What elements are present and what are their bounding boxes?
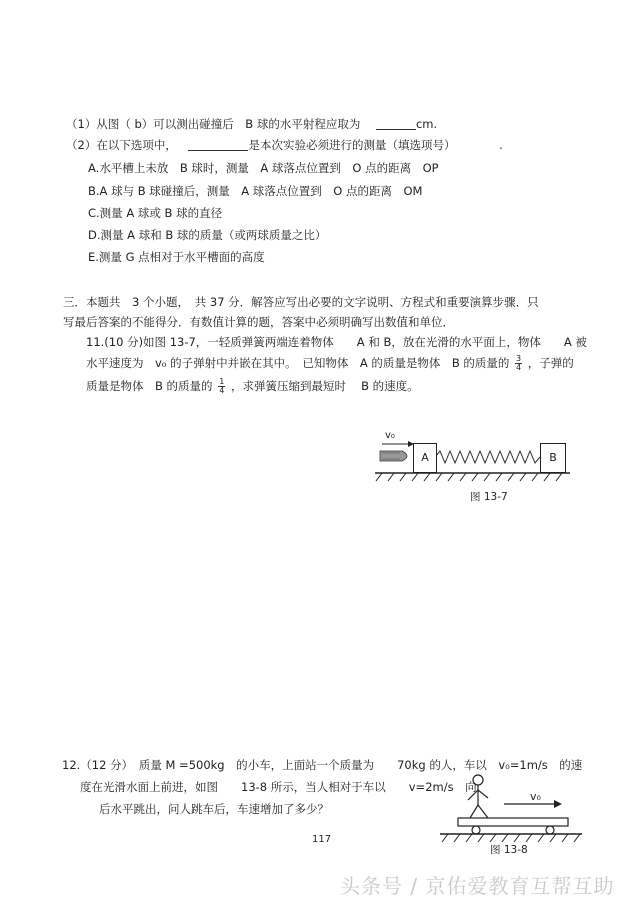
option-b: B.A 球与 B 球碰撞后，测量 A 球落点位置到 O 点的距离 OM: [88, 184, 423, 198]
q10-part1: [66, 116, 437, 132]
option-a: A.水平槽上未放 B 球时，测量 A 球落点位置到 O 点的距离 OP: [88, 161, 439, 175]
q11-line2-text-a: 水平速度为 v₀ 的子弹射中并嵌在其中。 已知物体 A 的质量是物体 B 的质量的: [86, 356, 510, 370]
option-c: C.测量 A 球或 B 球的直径: [88, 206, 223, 220]
fraction-one-quarter: [218, 378, 225, 395]
block-a: A: [413, 443, 437, 473]
fraction-denominator: 4: [516, 363, 522, 372]
q10-part2: [66, 137, 503, 153]
fig137-caption: 图 13-7: [470, 491, 508, 503]
watermark: 头条号 / 京佑爱教育互帮互助: [340, 874, 615, 898]
q12-line3: 后水平跳出，问人跳车后，车速增加了多少？: [99, 802, 329, 816]
cart-body: [458, 818, 568, 826]
answer-blank: [376, 117, 416, 130]
fig137-drawing: [370, 435, 620, 495]
fraction-numerator: 1: [219, 377, 225, 386]
fig137-velocity-label: v₀: [385, 430, 395, 441]
section3-line1: 三．本题共 3 个小题， 共 37 分．解答应写出必要的文字说明、方程式和重要演算步骤．只: [63, 295, 539, 309]
q10-part2-period: .: [499, 138, 503, 152]
q11-line2: [86, 355, 574, 372]
block-b: B: [540, 443, 566, 473]
q10-part2-suffix: 是本次实验必须进行的测量（填选项号）: [248, 138, 456, 152]
q11-line1: 11.(10 分)如图 13-7，一轻质弹簧两端连着物体 A 和 B，放在光滑的水平面上，物体 A 被: [86, 335, 587, 349]
q10-part2-prefix: （2）在以下选项中，: [66, 138, 177, 152]
spring-icon: [435, 451, 540, 463]
q11-line3-text-a: 质量是物体 B 的质量的: [86, 379, 213, 393]
person-icon: [468, 775, 488, 818]
answer-blank: [188, 138, 248, 151]
page-number: 117: [312, 834, 332, 845]
ground-hatch: [442, 834, 580, 842]
ground-hatch: [376, 473, 562, 481]
q12-line2: 度在光滑水面上前进，如图 13-8 所示，当人相对于车以 v=2m/s 向: [80, 780, 477, 794]
q12-line1: 12.（12 分） 质量 M =500kg 的小车，上面站一个质量为 70kg 的人，车以 v₀=1m/s 的速: [62, 758, 583, 772]
section3-line2: 写最后答案的不能得分．有数值计算的题，答案中必须明确写出数值和单位．: [63, 315, 454, 329]
q11-line3: [86, 378, 419, 395]
fig138-caption: 图 13-8: [490, 844, 528, 856]
option-e: E.测量 G 点相对于水平槽面的高度: [88, 250, 265, 264]
q11-line3-text-b: ，求弹簧压缩到最短时 B 的速度。: [230, 379, 419, 393]
cart-wheel-icon: [546, 826, 554, 834]
option-d: D.测量 A 球和 B 球的质量（或两球质量之比）: [88, 228, 327, 242]
bullet-icon: [380, 451, 407, 461]
q10-part1-text: （1）从图（ b）可以测出碰撞后 B 球的水平射程应取为: [66, 117, 361, 131]
q11-line2-text-b: ，子弹的: [527, 356, 574, 370]
fraction-denominator: 4: [219, 386, 225, 395]
fraction-numerator: 3: [516, 354, 522, 363]
arrow-head-icon: [554, 800, 562, 808]
fraction-three-quarters: [515, 355, 522, 372]
fig138-velocity-label: v₀: [530, 790, 541, 803]
fig138-drawing: [432, 772, 592, 852]
cart-wheel-icon: [472, 826, 480, 834]
q10-part1-unit: cm.: [415, 117, 438, 131]
